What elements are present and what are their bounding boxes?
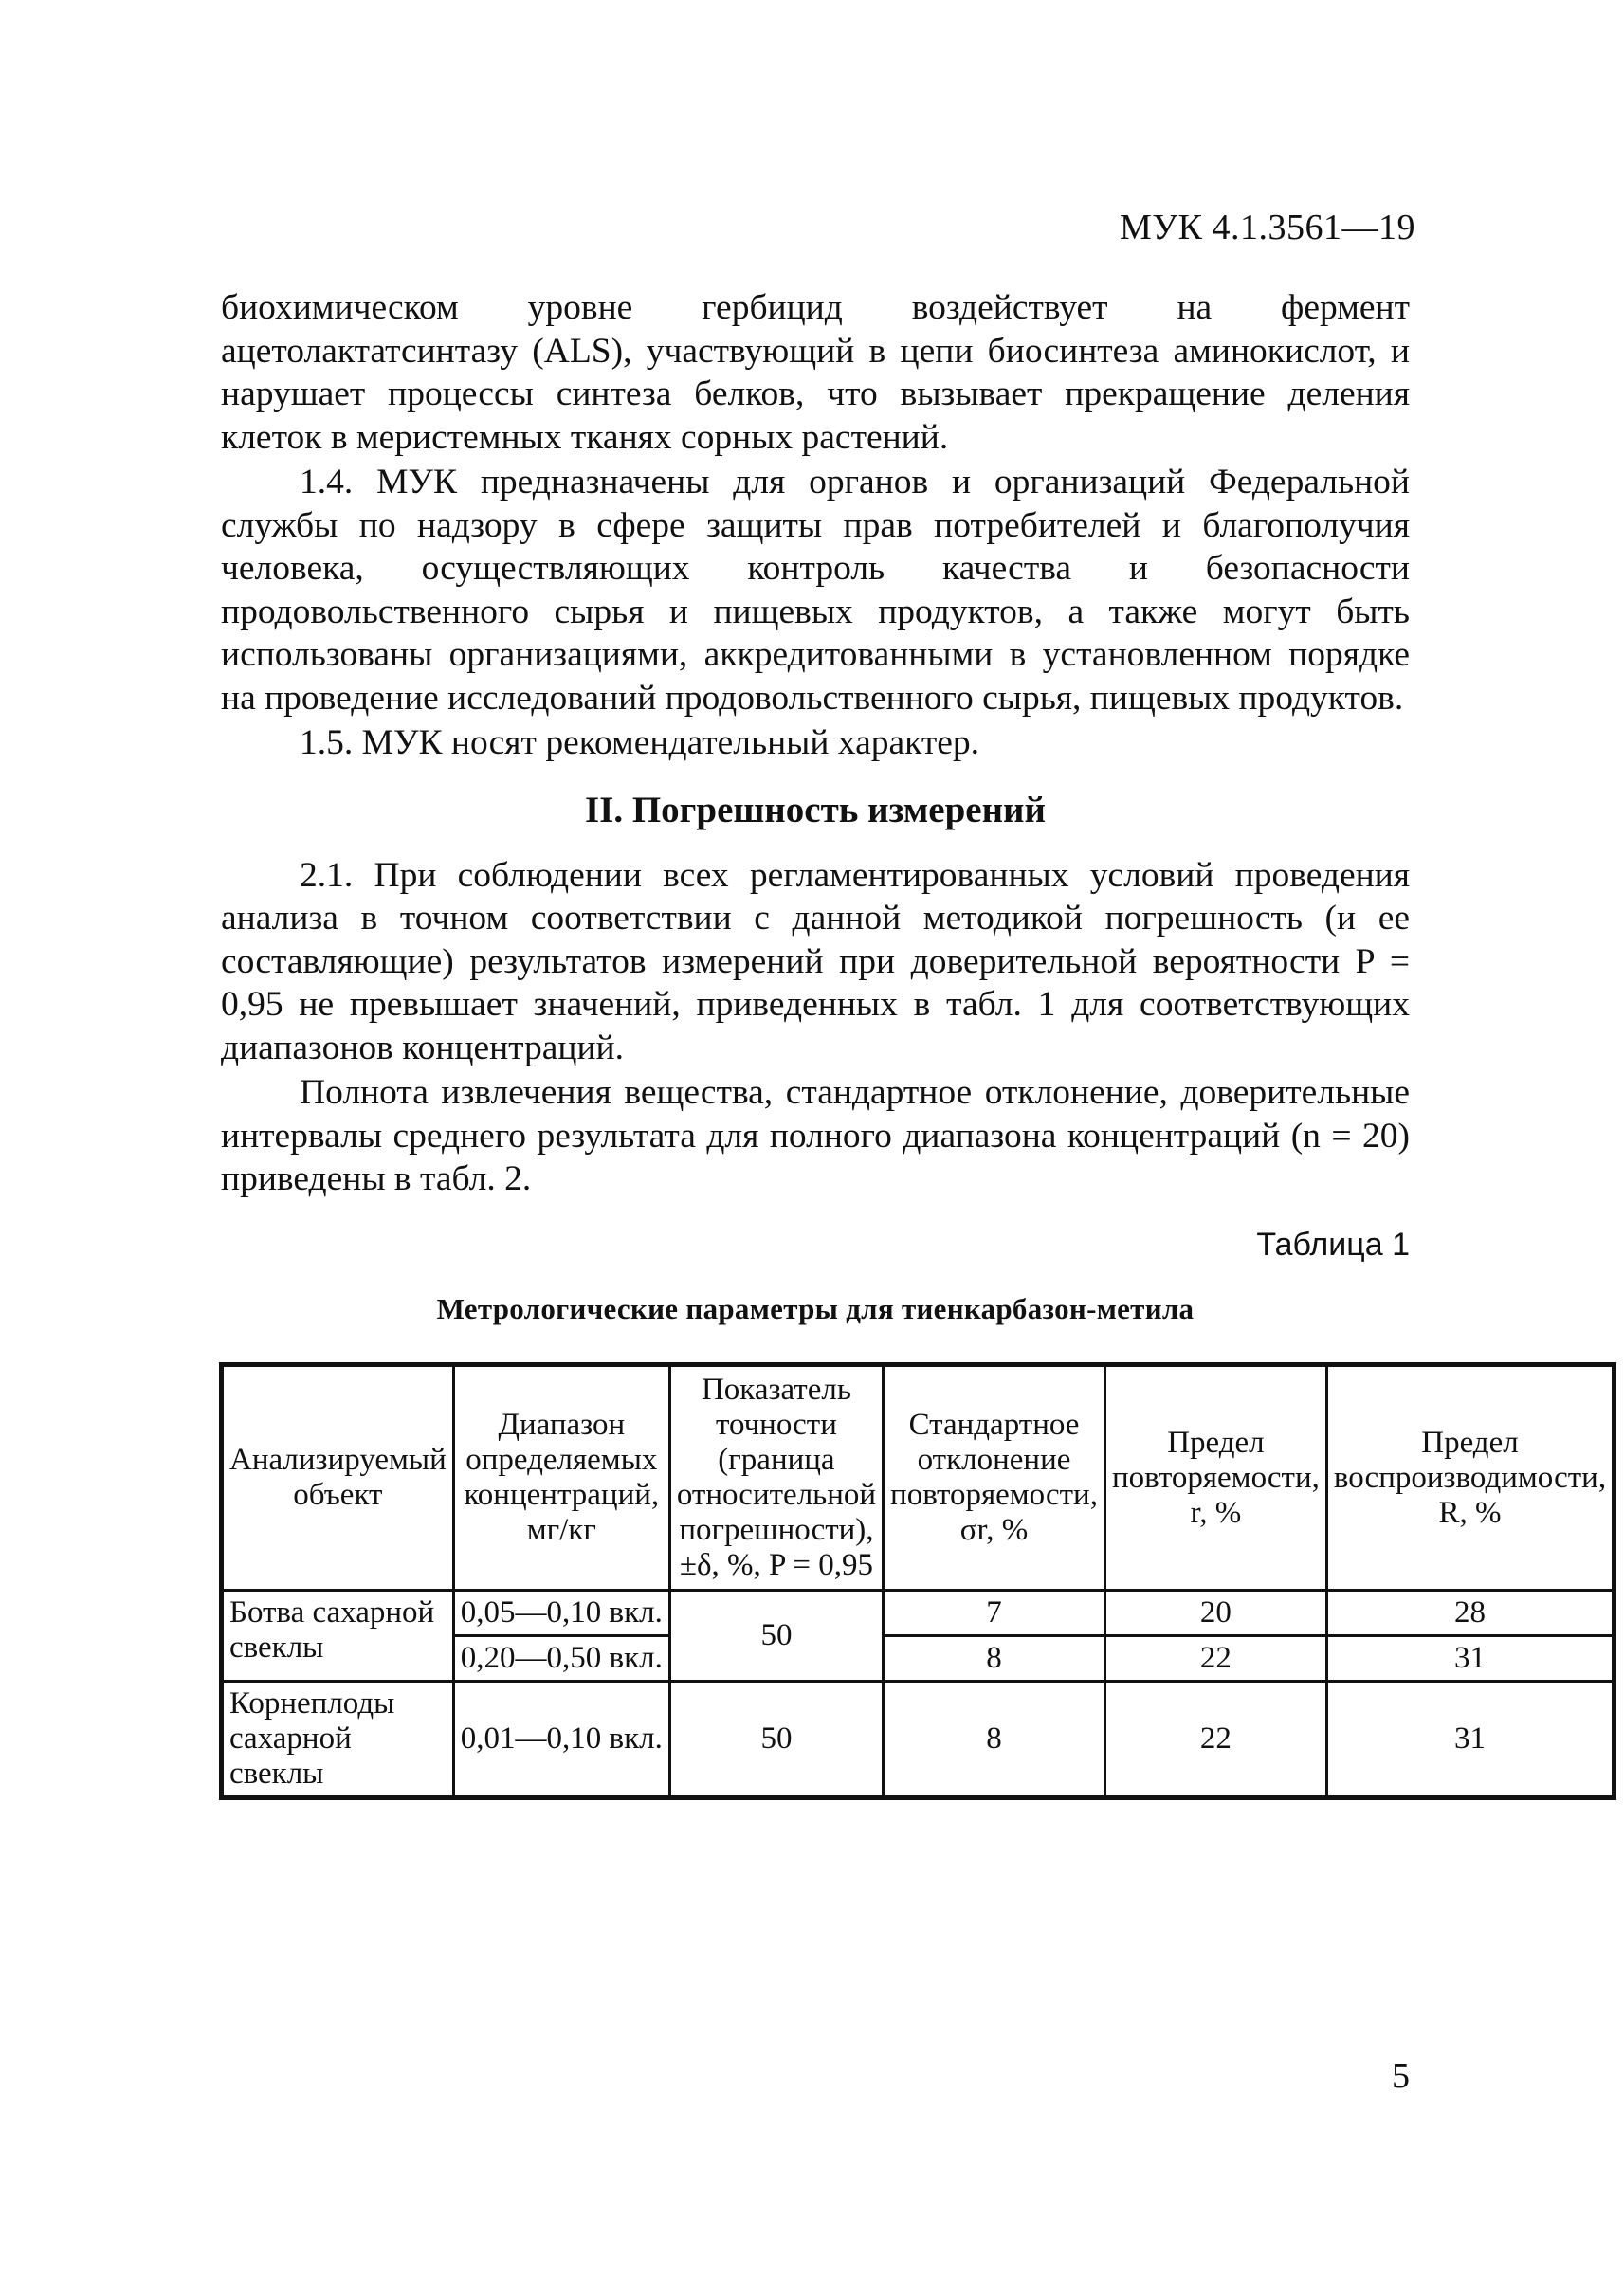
header-accuracy: Показатель точности (граница относительной погрешности), ±δ, %, P = 0,95 — [669, 1365, 883, 1591]
paragraph-2-1: 2.1. При соблюдении всех регламентированных условий проведения анализа в точном соответствии с данной методикой погрешность (и ее составляющие) результатов измерений при доверительной вероятности P = 0,95 не превышает значений, приведенных в табл. 1 для соответствующих диапазонов концентраций. — [221, 855, 1410, 1067]
range-cell: 0,01—0,10 вкл. — [453, 1682, 669, 1798]
R-cell: 31 — [1326, 1682, 1614, 1798]
sigma-cell: 7 — [884, 1591, 1105, 1636]
range-cell: 0,05—0,10 вкл. — [453, 1591, 669, 1636]
table-header-row — [222, 1365, 1615, 1591]
paragraph-1: биохимическом уровне гербицид воздействует на фермент ацетолактатсинтазу (ALS), участвующий в цепи биосинтеза аминокислот, и нарушает процессы синтеза белков, что вызывает прекращение деления клеток в меристемных тканях сорных растений. — [221, 288, 1410, 457]
R-cell: 28 — [1326, 1591, 1614, 1636]
sigma-cell: 8 — [884, 1636, 1105, 1682]
accuracy-cell: 50 — [669, 1591, 883, 1682]
R-cell: 31 — [1326, 1636, 1614, 1682]
object-cell: Ботва сахарной свеклы — [222, 1591, 454, 1682]
page-number: 5 — [1392, 2056, 1410, 2096]
r-cell: 20 — [1104, 1591, 1326, 1636]
r-cell: 22 — [1104, 1682, 1326, 1798]
header-concentration-range: Диапазон определяемых концентраций, мг/кг — [453, 1365, 669, 1591]
sigma-cell: 8 — [884, 1682, 1105, 1798]
accuracy-cell: 50 — [669, 1682, 883, 1798]
section-heading: II. Погрешность измерений — [584, 789, 1046, 830]
paragraph-1-4: 1.4. МУК предназначены для органов и организаций Федеральной службы по надзору в сфере защиты прав потребителей и благополучия человека, осуществляющих контроль качества и безопасности продовольственного сырья и пищевых продуктов, а также могут быть использованы организациями, аккредитованными в установленном порядке на проведение исследований продовольственного сырья, пищевых продуктов. — [221, 463, 1410, 718]
header-reproducibility-limit: Предел воспроизводимости, R, % — [1326, 1365, 1614, 1591]
header-repeatability-limit: Предел повторяемости, r, % — [1104, 1365, 1326, 1591]
table-label: Таблица 1 — [1256, 1226, 1410, 1263]
document-code: МУК 4.1.3561—19 — [1119, 208, 1415, 247]
table-row — [222, 1682, 1615, 1798]
body-text — [221, 286, 1410, 1331]
header-std-deviation: Стандартное отклонение повторяемости, σr, % — [884, 1365, 1105, 1591]
header-analyzed-object: Анализируемый объект — [222, 1365, 454, 1591]
table-row — [222, 1591, 1615, 1636]
paragraph-completeness: Полнота извлечения вещества, стандартное отклонение, доверительные интервалы среднего результата для полного диапазона концентраций (n = 20) приведены в табл. 2. — [221, 1073, 1410, 1198]
r-cell: 22 — [1104, 1636, 1326, 1682]
range-cell: 0,20—0,50 вкл. — [453, 1636, 669, 1682]
object-cell: Корнеплоды сахарной свеклы — [222, 1682, 454, 1798]
metrology-table — [219, 1362, 1616, 1800]
table-title: Метрологические параметры для тиенкарбазон-метила — [436, 1292, 1195, 1325]
paragraph-1-5: 1.5. МУК носят рекомендательный характер. — [300, 723, 979, 762]
